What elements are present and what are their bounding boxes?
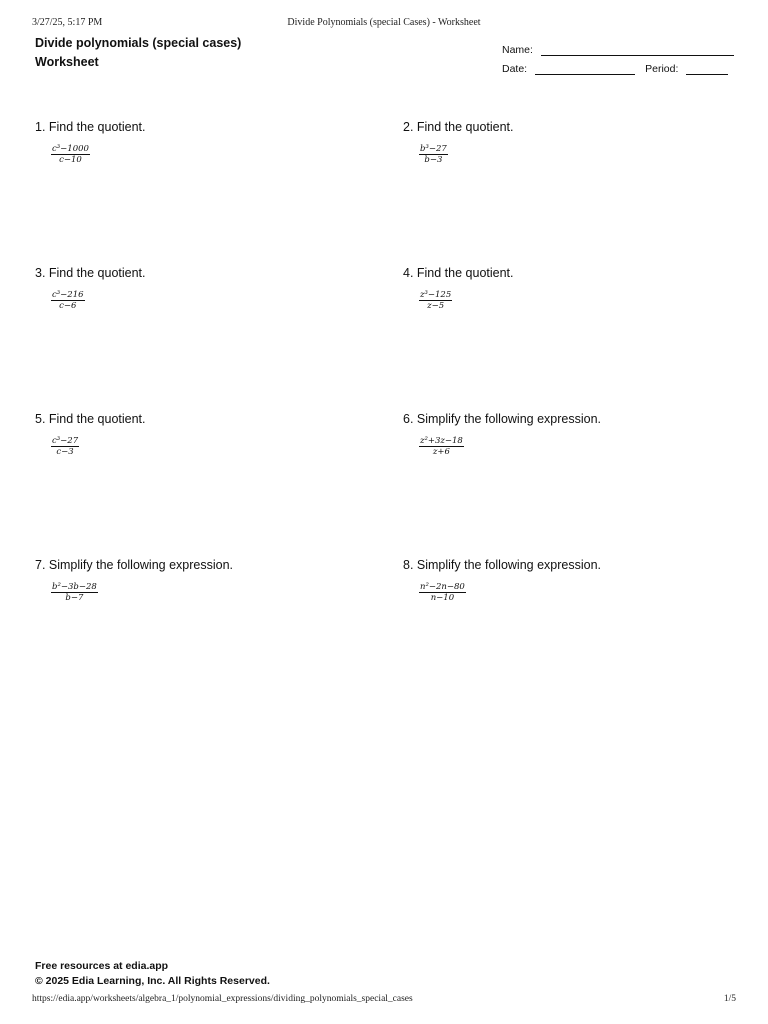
problem-prompt: 2. Find the quotient. — [403, 120, 514, 134]
footer-note — [35, 959, 270, 988]
problem-prompt: 1. Find the quotient. — [35, 120, 146, 134]
print-doc-title: Divide Polynomials (special Cases) - Worksheet — [287, 17, 481, 28]
fraction-numerator: c³−27 — [52, 436, 79, 446]
problem-prompt: 5. Find the quotient. — [35, 412, 146, 426]
fraction-numerator: b³−27 — [420, 144, 447, 154]
fraction-expression — [419, 144, 448, 165]
problem-prompt: 7. Simplify the following expression. — [35, 558, 234, 572]
period-label: Period: — [645, 63, 679, 75]
fraction-numerator: c³−1000 — [52, 144, 89, 154]
problem-prompt: 8. Simplify the following expression. — [403, 558, 602, 572]
fraction-numerator: n²−2n−80 — [420, 582, 465, 592]
problem-prompt: 3. Find the quotient. — [35, 266, 146, 280]
problem-3 — [35, 264, 403, 410]
problem-8 — [403, 556, 735, 702]
fraction-expression — [419, 582, 466, 603]
footer-copyright: © 2025 Edia Learning, Inc. All Rights Reserved. — [35, 974, 270, 987]
fraction-expression — [51, 582, 98, 603]
fraction-numerator: z³−125 — [420, 290, 452, 300]
problem-prompt: 4. Find the quotient. — [403, 266, 514, 280]
problem-7 — [35, 556, 403, 702]
date-label: Date: — [502, 63, 528, 75]
student-info-fields — [502, 37, 734, 75]
print-url: https://edia.app/worksheets/algebra_1/polynomial_expressions/dividing_polynomials_special_cases — [32, 994, 413, 1004]
page-number: 1/5 — [723, 994, 736, 1004]
fraction-numerator: z²+3z−18 — [420, 436, 463, 446]
fraction-denominator: z+6 — [432, 447, 450, 457]
print-header — [32, 17, 736, 31]
worksheet-title — [35, 34, 241, 72]
fraction-denominator: n−10 — [430, 593, 455, 603]
fraction-expression — [419, 436, 464, 457]
fraction-expression — [51, 436, 79, 457]
problem-2 — [403, 118, 735, 264]
name-label: Name: — [502, 44, 533, 56]
problem-5 — [35, 410, 403, 556]
fraction-denominator: b−7 — [65, 593, 84, 603]
period-field[interactable] — [686, 64, 728, 75]
fraction-denominator: c−10 — [59, 155, 82, 165]
fraction-denominator: c−6 — [59, 301, 77, 311]
date-field[interactable] — [535, 64, 635, 75]
worksheet-title-line2: Worksheet — [35, 55, 99, 69]
problem-grid — [35, 118, 735, 702]
print-datetime: 3/27/25, 5:17 PM — [32, 17, 103, 28]
footer-resources: Free resources at edia.app — [35, 960, 169, 972]
name-row — [502, 37, 734, 56]
problem-prompt: 6. Simplify the following expression. — [403, 412, 602, 426]
fraction-numerator: c³−216 — [52, 290, 84, 300]
name-field[interactable] — [541, 45, 734, 56]
fraction-numerator: b²−3b−28 — [52, 582, 97, 592]
fraction-expression — [51, 290, 85, 311]
problem-4 — [403, 264, 735, 410]
print-footer — [32, 994, 736, 1008]
worksheet-title-line1: Divide polynomials (special cases) — [35, 36, 242, 50]
fraction-expression — [51, 144, 90, 165]
fraction-expression — [419, 290, 452, 311]
fraction-denominator: z−5 — [427, 301, 445, 311]
date-period-row — [502, 56, 734, 75]
fraction-denominator: c−3 — [56, 447, 74, 457]
problem-1 — [35, 118, 403, 264]
fraction-denominator: b−3 — [424, 155, 443, 165]
problem-6 — [403, 410, 735, 556]
